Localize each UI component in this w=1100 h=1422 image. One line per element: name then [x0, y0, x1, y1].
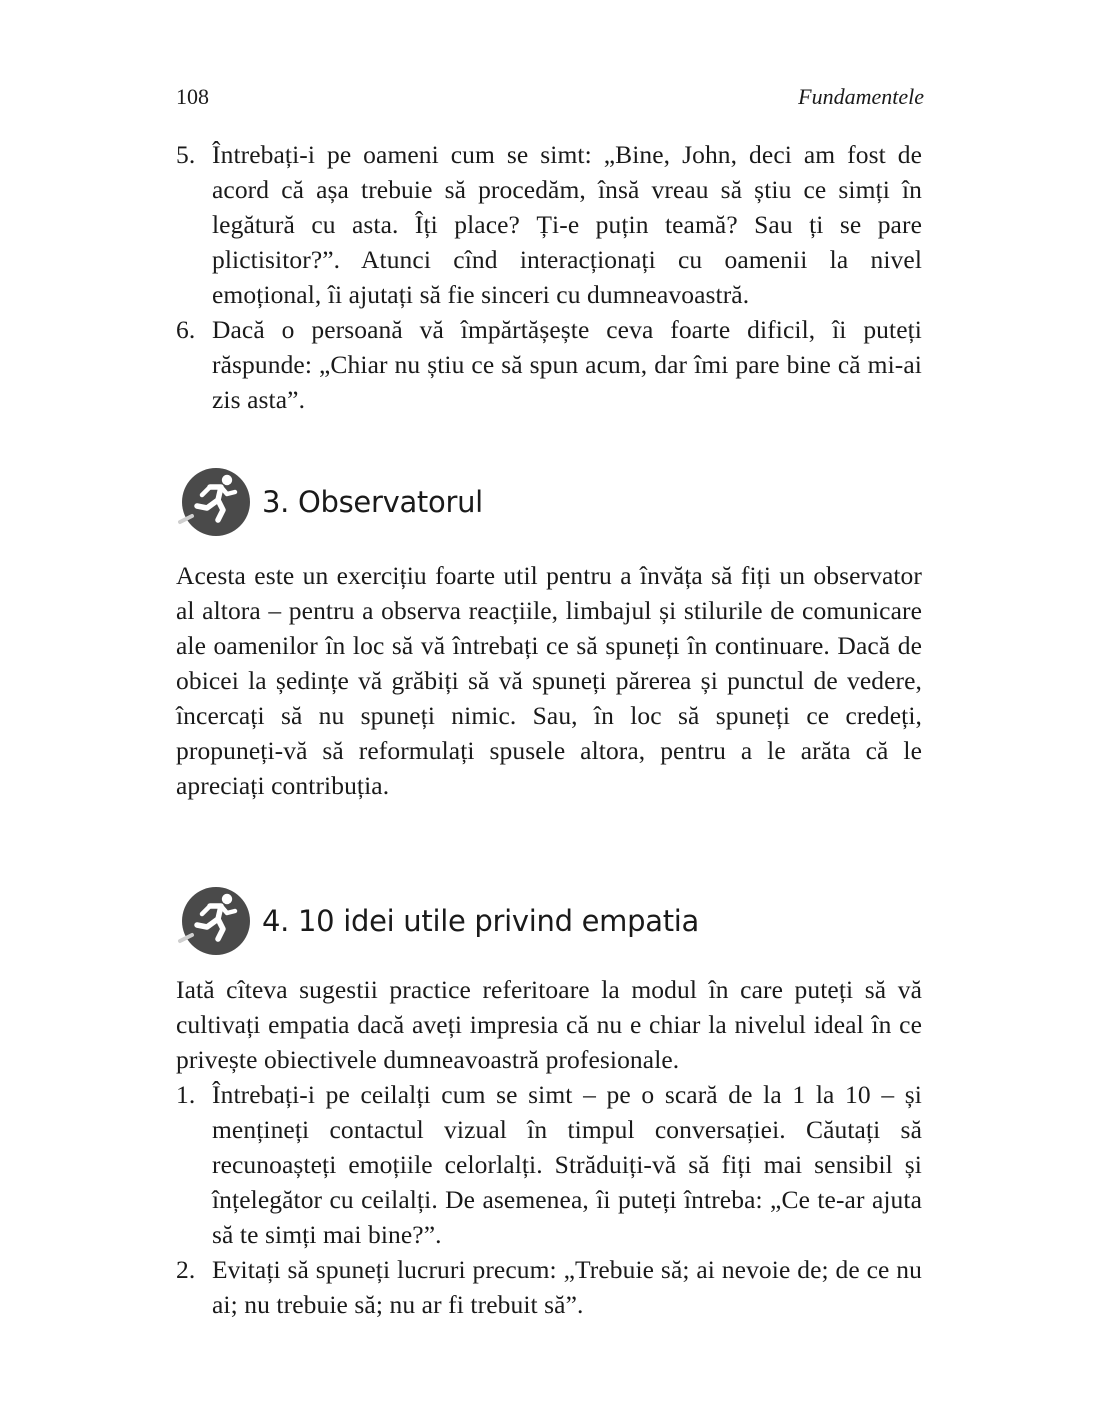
- list-item-text: Dacă o persoană vă împărtășește ceva foarte dificil, îi puteți răspunde: „Chiar nu știu ce să spun acum, dar îmi pare bine că mi-ai zis asta”.: [212, 315, 922, 414]
- section-title: 4. 10 idei utile privind empatia: [262, 904, 699, 938]
- numbered-list: [176, 137, 922, 417]
- page-number: 108: [176, 84, 209, 109]
- section-observatorul: [176, 466, 922, 803]
- page-header: [176, 84, 924, 114]
- section-heading: [176, 885, 922, 957]
- section-paragraph: Acesta este un exercițiu foarte util pentru a învăța să fiți un observator al altora – pentru a observa reacțiile, limbajul și stilurile de comunicare ale oamenilor în loc să vă întrebați ce să spuneți în continuare. Dacă de obicei la ședințe vă grăbiți să vă spuneți părerea și punctul de vedere, încercați să nu spuneți nimic. Sau, în loc să spuneți ce credeți, propuneți-vă să reformulați spusele altora, pentru a le arăta că le apreciați contribuția.: [176, 561, 922, 800]
- running-person-icon: [178, 466, 250, 538]
- running-person-icon: [178, 885, 250, 957]
- list-item-number: 1.: [176, 1080, 196, 1109]
- list-item-text: Întrebați-i pe oameni cum se simt: „Bine, John, deci am fost de acord că așa trebuie să procedăm, însă vreau să știu ce simți în legătură cu asta. Îți place? Ți-e puțin teamă? Sau ți se pare plictisitor?”. Atunci cînd interacționați cu oamenii la nivel emoțional, îi ajutați să fie sinceri cu dumneavoastră.: [212, 140, 922, 309]
- list-item-number: 5.: [176, 140, 196, 169]
- section-title: 3. Observatorul: [262, 485, 483, 519]
- list-item: [176, 312, 922, 417]
- section-heading: [176, 466, 922, 538]
- continued-list-block: [176, 137, 922, 417]
- running-title: Fundamentele: [798, 84, 924, 109]
- section-paragraph: Iată cîteva sugestii practice referitoare la modul în care puteți să vă cultivați empatia dacă aveți impresia că nu e chiar la nivelul ideal în ce privește obiectivele dumneavoastră profesionale.: [176, 975, 922, 1074]
- list-item-text: Evitați să spuneți lucruri precum: „Trebuie să; ai nevoie de; de ce nu ai; nu trebuie să; nu ar fi trebuit să”.: [212, 1255, 922, 1319]
- list-item-number: 6.: [176, 315, 196, 344]
- list-item: [176, 1077, 922, 1252]
- list-item-number: 2.: [176, 1255, 196, 1284]
- list-item: [176, 1252, 922, 1322]
- list-item-text: Întrebați-i pe ceilalți cum se simt – pe o scară de la 1 la 10 – și mențineți contactul vizual în timpul conversației. Căutați să recunoașteți emoțiile celorlalți. Străduiți-vă să fiți mai sensibil și înțelegător cu ceilalți. De asemenea, îi puteți întreba: „Ce te-ar ajuta să te simți mai bine?”.: [212, 1080, 922, 1249]
- section-empatia: [176, 885, 922, 1322]
- list-item: [176, 137, 922, 312]
- numbered-list: [176, 1077, 922, 1322]
